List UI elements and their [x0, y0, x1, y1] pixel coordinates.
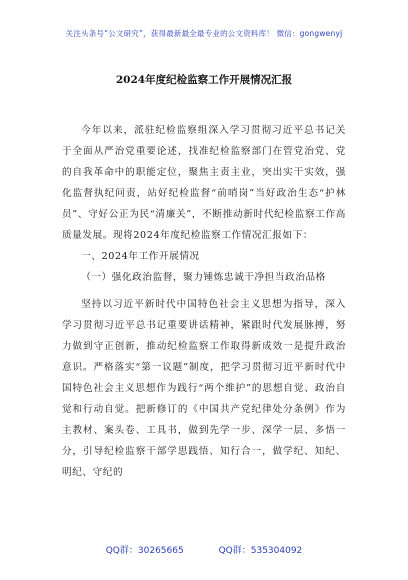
intro-paragraph: 今年以来，派驻纪检监察组深入学习贯彻习近平总书记关于全面从严治党重要论述，找准纪检监察部门在管党治党、党的自我革命中的职能定位，聚焦主责主业，突出实干实效，强化监督执纪问责，站好纪检监督“前哨岗”当好政治生态“护林员”、守好公正为民“清廉关”，不断推动新时代纪检监察工作高质量发展。现将2024年度纪检监察工作情况汇报如下：	[62, 125, 346, 241]
footer-qq-group-1: QQ群：30265665	[105, 546, 184, 556]
section-heading: 一、2024年工作开展情况	[81, 251, 200, 262]
document-body	[62, 120, 346, 483]
top-banner: 关注头条号“公文研究”，获得最新最全最专业的公文资料库！ 微信：gongwenyj	[65, 29, 343, 38]
footer	[0, 543, 408, 556]
body-paragraph: 坚持以习近平新时代中国特色社会主义思想为指导，深入学习贯彻习近平总书记重要讲话精神，紧跟时代发展脉搏，努力做到守正创新，推动纪检监察工作取得新成效一是提升政治意识。严格落实“第一议题”制度，把学习贯彻习近平新时代中国特色社会主义思想作为践行“两个维护”的思想自觉、政治自觉和行动自觉。把新修订的《中国共产党纪律处分条例》作为主教材、案头卷、工具书，做到先学一步、深学一层、多悟一分，引导纪检监察干部学思践悟、知行合一，做学纪、知纪、明纪、守纪的	[62, 299, 346, 478]
subsection-heading: （一）强化政治监督，聚力锤炼忠诚干净担当政治品格	[81, 272, 326, 283]
footer-qq-group-2: QQ群：535304092	[218, 546, 303, 556]
document-title: 2024年度纪检监察工作开展情况汇报	[115, 74, 293, 86]
